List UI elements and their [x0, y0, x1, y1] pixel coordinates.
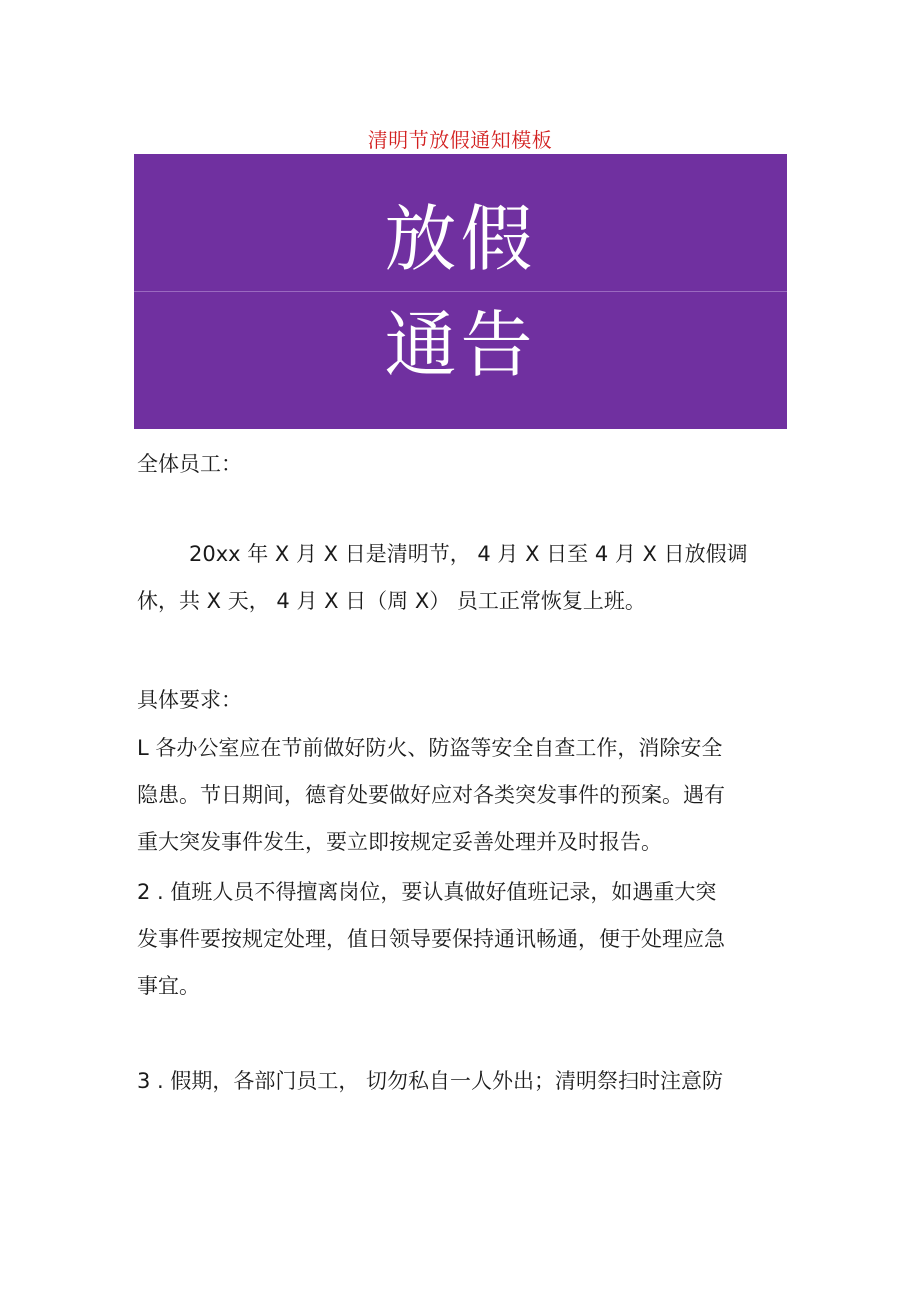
banner-line-1: 放假: [384, 197, 537, 281]
requirement-item-1: [137, 725, 787, 866]
requirement-item-2-line-2: 发事件要按规定处理，值日领导要保持通讯畅通，便于处理应急: [137, 927, 725, 951]
notice-banner: [134, 154, 787, 429]
notice-line-1: 20xx 年 X 月 X 日是清明节， 4 月 X 日至 4 月 X 日放假调: [189, 542, 748, 566]
requirement-item-2-line-1: 2 . 值班人员不得擅离岗位，要认真做好值班记录，如遇重大突: [137, 880, 717, 904]
requirement-item-1-line-2: 隐患。节日期间，德育处要做好应对各类突发事件的预案。遇有: [137, 783, 725, 807]
requirement-item-3-line-1: 3 . 假期，各部门员工， 切勿私自一人外出；清明祭扫时注意防: [137, 1069, 724, 1093]
requirements-title: 具体要求：: [137, 688, 242, 712]
banner-divider: [134, 291, 787, 292]
notice-paragraph: [137, 531, 787, 625]
requirement-item-3: [137, 1058, 787, 1105]
document-title: 清明节放假通知模板: [367, 128, 553, 152]
salutation: 全体员工：: [137, 452, 242, 476]
banner-line-2: 通告: [384, 303, 537, 387]
requirement-item-1-line-1: L 各办公室应在节前做好防火、防盗等安全自查工作，消除安全: [137, 736, 723, 760]
requirement-item-1-line-3: 重大突发事件发生，要立即按规定妥善处理并及时报告。: [137, 830, 662, 854]
requirement-item-2-line-3: 事宜。: [137, 974, 200, 998]
notice-line-2: 休，共 X 天， 4 月 X 日（周 X） 员工正常恢复上班。: [137, 589, 646, 613]
requirement-item-2: [137, 869, 787, 1010]
